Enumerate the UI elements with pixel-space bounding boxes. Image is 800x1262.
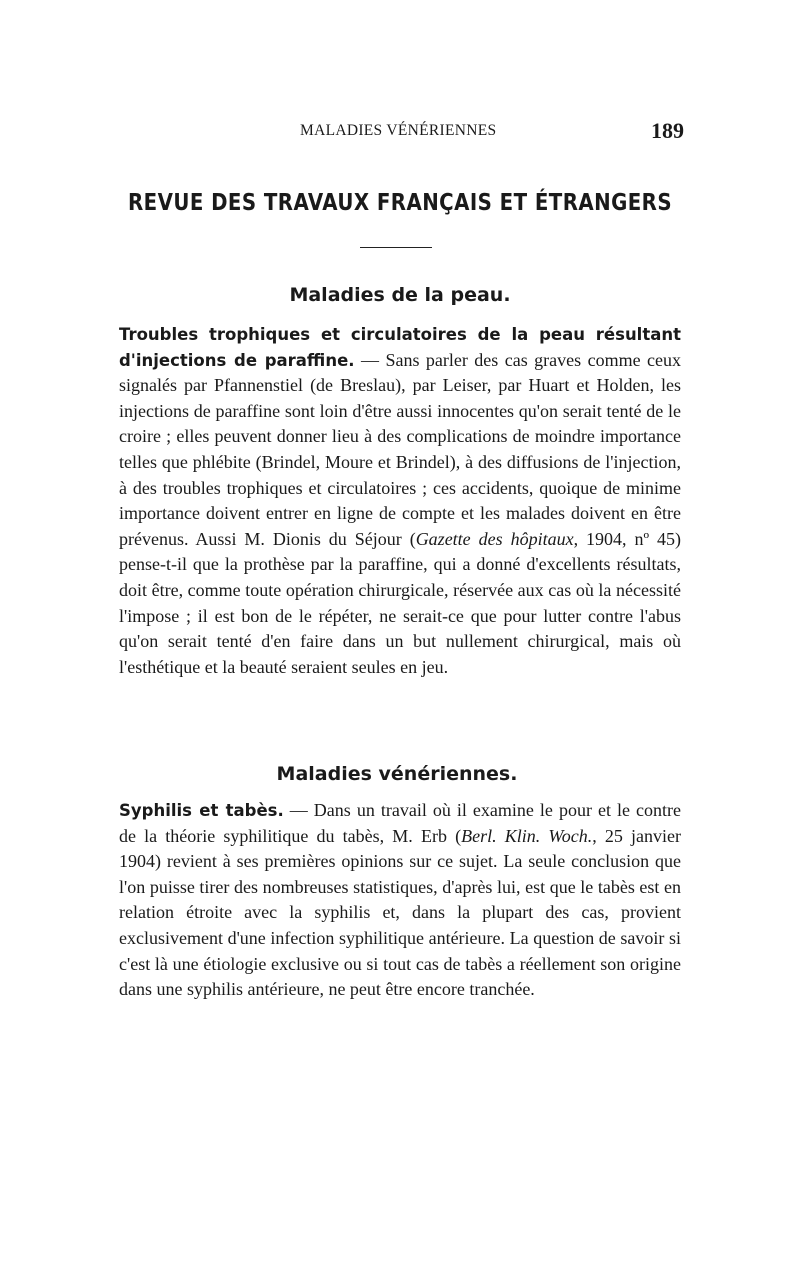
running-head (118, 118, 684, 148)
section-heading-peau: Maladies de la peau. (289, 284, 511, 306)
page-number: 189 (651, 118, 684, 143)
title-divider (360, 247, 432, 248)
article-paragraph (119, 322, 681, 680)
review-title: REVUE DES TRAVAUX FRANÇAIS ET ÉTRANGERS (127, 190, 673, 216)
article-text: — Sans parler des cas graves comme ceux signalés par Pfannenstiel (de Breslau), par Leiser, par Huart et Holden, les injections de paraffine sont loin d'être aussi innocentes qu'on serait tenté de le croire ; elles peuvent donner lieu à des complications de moindre importance telles que phlébite (Brindel, Moure et Brindel), à des diffusions de l'injection, à des troubles trophiques et circulatoires ; ces accidents, quoique de minime importance doivent entrer en ligne de compte et les malades doivent en être prévenus. Aussi M. Dionis du Séjour ( (119, 349, 681, 549)
article-paraffine (119, 322, 681, 680)
article-text: , 25 janvier 1904) revient à ses premières opinions sur ce sujet. La seule conclusion que l'on puisse tirer des nombreuses statistiques, d'après lui, est que le tabès est en relation étroite avec la syphilis et, dans la plupart des cas, provient exclusivement d'une infection syphilitique antérieure. La question de savoir si c'est là une étiologie exclusive ou si tout cas de tabès a réellement son origine dans une syphilis antérieure, ne peut être encore tranchée. (119, 825, 681, 1000)
citation: Gazette des hôpitaux (415, 528, 574, 549)
article-title: Troubles trophiques et circulatoires de la peau résultant d'injections de paraffine. (119, 325, 681, 370)
article-title: Syphilis et tabès. (119, 801, 284, 820)
citation: Berl. Klin. Woch. (461, 825, 593, 846)
article-text: , 1904, nº 45) pense-t-il que la prothèse par la paraffine, qui a donné d'excellents résultats, doit être, comme toute opération chirurgicale, réservée aux cas où la nécessité l'impose ; il est bon de le répéter, ne serait-ce que pour lutter contre l'abus qu'on serait tenté d'en faire dans un but nullement chirurgical, mais où l'esthétique et la beauté seraient seules en jeu. (119, 528, 681, 677)
article-text: — Dans un travail où il examine le pour et le contre de la théorie syphilitique du tabès, M. Erb ( (119, 800, 681, 846)
running-head-title: MALADIES VÉNÉRIENNES (300, 122, 497, 139)
article-syphilis-tabes (119, 798, 681, 1003)
section-heading-veneriennes: Maladies vénériennes. (276, 763, 518, 785)
article-paragraph (119, 798, 681, 1003)
